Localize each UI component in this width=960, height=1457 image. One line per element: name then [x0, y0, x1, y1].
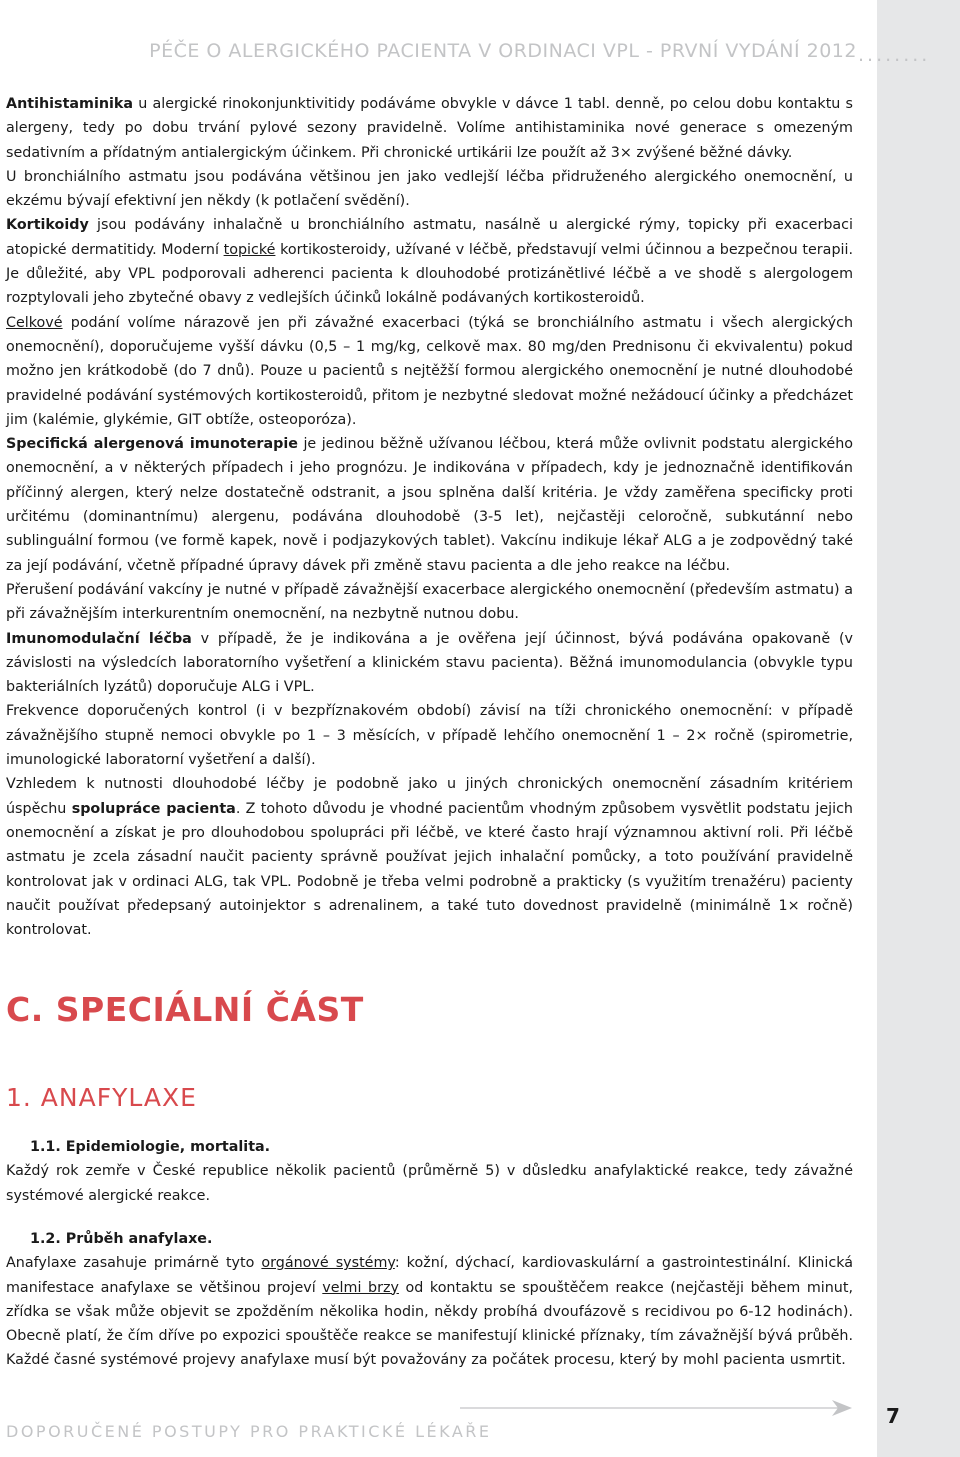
- paragraph-frekvence: Frekvence doporučených kontrol (i v bezpříznakovém období) závisí na tíži chronického onemocnění: v případě závažnějšího stupně nemoci obvykle po 1 – 3 měsících, v případě lehčího onemocnění 1 – 2× ročně (spirometrie, imunologické laboratorní vyšetření a další).: [6, 703, 853, 769]
- paragraph-antihistaminika: Antihistaminika u alergické rinokonjunktivitidy podáváme obvykle v dávce 1 tabl. denně, po celou dobu kontaktu s alergeny, tedy po dobu trvání pylové sezony pravidelně. Volíme antihistaminika nové generace s omezeným sedativním a přídatným antialergickým účinkem. Při chronické urtikárii lze použít až 3× zvýšené běžné dávky.: [6, 96, 853, 161]
- running-header: [0, 40, 877, 62]
- footer-title: DOPORUČENÉ POSTUPY PRO PRAKTICKÉ LÉKAŘE: [6, 1422, 492, 1441]
- body-text: [6, 92, 853, 942]
- section-text: Každý rok zemře v České republice několik pacientů (průměrně 5) v důsledku anafylaktické reakce, tedy závažné systémové alergické reakce.: [6, 1163, 853, 1204]
- part-title: C. SPECIÁLNÍ ČÁST: [6, 990, 364, 1029]
- paragraph-bronchial: U bronchiálního astmatu jsou podávána většinou jen jako vedlejší léčba přidruženého alergického onemocnění, u ekzému bývají efektivní jen někdy (k potlačení svědění).: [6, 168, 853, 210]
- footer-arrow-icon: [460, 1396, 860, 1420]
- header-dots: ........: [858, 44, 931, 66]
- section-heading: 1.1. Epidemiologie, mortalita.: [30, 1139, 271, 1155]
- section-epidemiology: [6, 1135, 853, 1208]
- paragraph-kortikoidy: Kortikoidy jsou podávány inhalačně u bronchiálního astmatu, nasálně u alergické rýmy, topicky při exacerbaci atopické dermatitidy. Moderní topické kortikosteroidy, užívané v léčbě, představují velmi účinnou a bezpečnou terapii. Je důležité, aby VPL podporovali adherenci pacienta k dlouhodobé protizánětlivé léčbě a ve shodě s alergologem rozptylovali jeho zbytečné obavy z vedlejších účinků lokálně podávaných kortikosteroidů.: [6, 217, 854, 307]
- chapter-title: 1. ANAFYLAXE: [6, 1083, 197, 1112]
- paragraph-imunomodulace: Imunomodulační léčba v případě, že je indikována a je ověřena její účinnost, bývá podávána opakovaně (v závislosti na výsledcích laboratorního vyšetření a klinickém stavu pacienta). Běžná imunomodulancia (obvykle typu bakteriálních lyzátů) doporučuje ALG i VPL.: [6, 630, 853, 696]
- section-course: [6, 1227, 853, 1373]
- page-sidebar-band: [877, 0, 960, 1457]
- page-number: 7: [886, 1404, 900, 1428]
- section-text: Anafylaxe zasahuje primárně tyto orgánové systémy: kožní, dýchací, kardiovaskulární a gastrointestinální. Klinická manifestace anafylaxe se většinou projeví velmi brzy od kontaktu se spouštěčem reakce (nejčastěji během minut, zřídka se však může objevit se zpožděním několika hodin, někdy probíhá dvoufázově s recidivou po 6-12 hodinách). Obecně platí, že čím dříve po expozici spouštěče reakce se manifestují klinické příznaky, tím závažnější bývá průběh. Každé časné systémové projevy anafylaxe musí být považovány za počátek procesu, který by mohl pacienta usmrtit.: [6, 1255, 854, 1369]
- section-heading: 1.2. Průběh anafylaxe.: [30, 1231, 213, 1247]
- running-header-title: PÉČE O ALERGICKÉHO PACIENTA V ORDINACI VPL - PRVNÍ VYDÁNÍ 2012: [149, 40, 857, 62]
- paragraph-preruseni: Přerušení podávání vakcíny je nutné v případě závažnější exacerbace alergického onemocnění (především astmatu) a při závažnějším interkurentním onemocnění, na nezbytně nutnou dobu.: [6, 581, 853, 623]
- paragraph-celkove: Celkové podání volíme nárazově jen při závažné exacerbaci (týká se bronchiálního astmatu i všech alergických onemocnění), doporučujeme vyšší dávku (0,5 – 1 mg/kg, celkově max. 80 mg/den Prednisonu či ekvivalentu) pokud možno jen krátkodobě (do 7 dnů). Pouze u pacientů s nejtěžší formou alergického onemocnění je nutné dlouhodobé pravidelné podávání systémových kortikosteroidů, přitom je nezbytné sledovat možné nežádoucí účinky a předcházet jim (kalémie, glykémie, GIT obtíže, osteoporóza).: [6, 314, 853, 428]
- paragraph-spoluprace: Vzhledem k nutnosti dlouhodobé léčby je podobně jako u jiných chronických onemocnění zásadním kritériem úspěchu spolupráce pacienta. Z tohoto důvodu je vhodné pacientům vhodným způsobem vysvětlit podstatu jejich onemocnění a získat je pro dlouhodobou spolupráci při léčbě, ve které často hrají významnou aktivní roli. Při léčbě astmatu je zcela zásadní naučit pacienty správně používat jejich inhalační pomůcky, a toto používání pravidelně kontrolovat jak v ordinaci ALG, tak VPL. Podobně je třeba velmi podrobně a prakticky (s využitím trenažéru) pacienty naučit používat předepsaný autoinjektor s adrenalinem, a také tuto dovednost pravidelně (minimálně 1× ročně) kontrolovat.: [6, 776, 853, 939]
- paragraph-imunoterapie: Specifická alergenová imunoterapie je jedinou běžně užívanou léčbou, která může ovlivnit podstatu alergického onemocnění, a v některých případech i jeho prognózu. Je indikována v případech, kdy je jednoznačně identifikován příčinný alergen, který nelze dostatečně odstranit, a jsou splněna další kritéria. Je vždy zaměřena specificky proti určitému (dominantnímu) alergenu, podávána dlouhodobě (3-5 let), nejčastěji celoročně, subkutánní nebo sublinguální formou (ve formě kapek, nově i podjazykových tablet). Vakcínu indikuje lékař ALG a je zodpovědný také za její podávání, včetně případné úpravy dávek při změně stavu pacienta a dle jeho reakce na léčbu.: [6, 436, 854, 574]
